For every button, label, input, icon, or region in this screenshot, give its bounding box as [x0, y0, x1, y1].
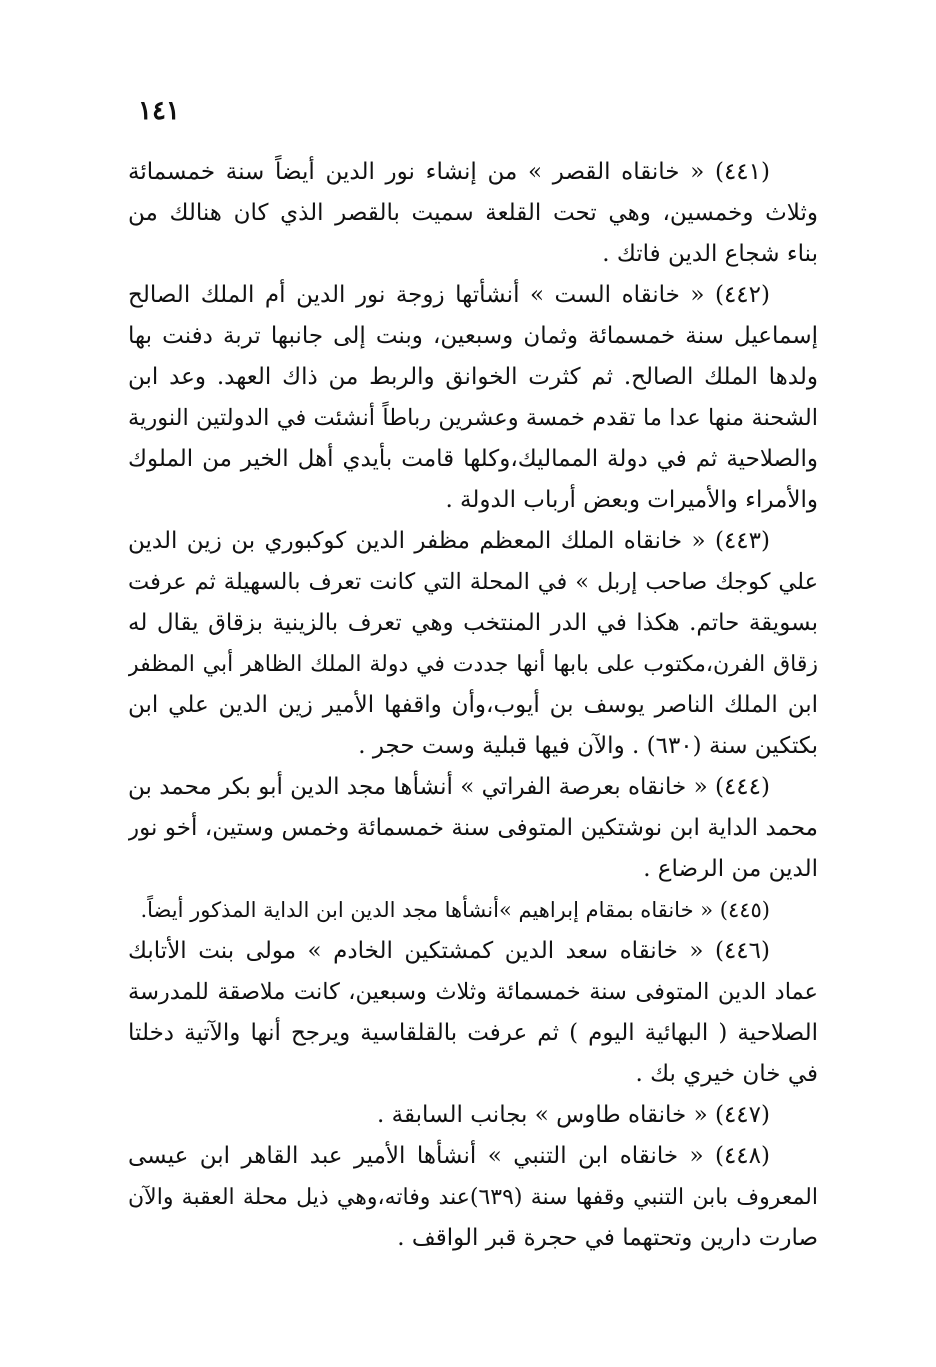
text-line: (٤٤٤) « خانقاه بعرصة الفراتي » أنشأها مجد الدين أبو بكر محمد بن	[128, 774, 770, 800]
text-line: والصلاحية ثم في دولة المماليك،وكلها قامت بأيدي أهل الخير من الملوك	[128, 446, 818, 472]
text-line: (٤٤٦) « خانقاه سعد الدين كمشتكين الخادم » مولى بنت الأتابك	[128, 938, 770, 964]
text-line: (٤٤٥) « خانقاه بمقام إبراهيم »أنشأها مجد الدين ابن الداية المذكور أيضاً.	[140, 898, 770, 922]
text-line: إسماعيل سنة خمسمائة وثمان وسبعين، وبنت إلى جانبها تربة دفنت بها	[128, 323, 818, 349]
entry-447	[128, 1095, 818, 1136]
text-line: (٤٤٢) « خانقاه الست » أنشأتها زوجة نور الدين أم الملك الصالح	[128, 282, 770, 308]
text-line: (٤٤١) « خانقاه القصر » من إنشاء نور الدين أيضاً سنة خمسمائة	[128, 159, 770, 185]
text-line: عماد الدين المتوفى سنة خمسمائة وثلاث وسبعين، كانت ملاصقة للمدرسة	[128, 979, 818, 1005]
text-line: الدين من الرضاع .	[643, 856, 818, 882]
text-line: الشحنة منها عدا ما تقدم خمسة وعشرين رباطاً أنشئت في الدولتين النورية	[128, 405, 818, 431]
entry-446	[128, 931, 818, 1095]
text-line: علي كوجك صاحب إربل » في المحلة التي كانت تعرف بالسهيلة ثم عرفت	[128, 569, 818, 595]
text-line: (٤٤٨) « خانقاه ابن التنبي » أنشأها الأمير عبد القاهر ابن عيسى	[128, 1143, 770, 1169]
text-line: بناء شجاع الدين فاتك .	[602, 241, 818, 267]
text-line: ولدها الملك الصالح. ثم كثرت الخوانق والربط من ذاك العهد. وعد ابن	[128, 364, 818, 390]
body-text	[128, 152, 818, 1259]
text-line: صارت دارين وتحتهما في حجرة قبر الواقف .	[397, 1225, 818, 1251]
text-line: وثلاث وخمسين، وهي تحت القلعة سميت بالقصر الذي كان هنالك من	[128, 200, 818, 226]
text-line: بسويقة حاتم. هكذا في الدر المنتخب وهي تعرف بالزينية بزقاق يقال له	[128, 610, 818, 636]
text-line: الصلاحية ( البهائية اليوم ) ثم عرفت بالقلقاسية ويرجح أنها والآتية دخلتا	[128, 1020, 818, 1046]
entry-448	[128, 1136, 818, 1259]
entry-444	[128, 767, 818, 890]
entry-443	[128, 521, 818, 767]
text-line: بكتكين سنة (٦٣٠) . والآن فيها قبلية وست حجر .	[358, 733, 818, 759]
text-line: في خان خيري بك .	[635, 1061, 818, 1087]
entry-441	[128, 152, 818, 275]
page-number: ١٤١	[138, 96, 180, 126]
text-line: ابن الملك الناصر يوسف بن أيوب،وأن واقفها الأمير زين الدين علي ابن	[128, 692, 818, 718]
text-line: المعروف بابن التنبي وقفها سنة (٦٣٩)عند وفاته،وهي ذيل محلة العقبة والآن	[128, 1185, 818, 1210]
entry-442	[128, 275, 818, 521]
text-line: والأمراء والأميرات وبعض أرباب الدولة .	[445, 487, 818, 513]
entry-445	[128, 890, 818, 931]
text-line: (٤٤٧) « خانقاه طاوس » بجانب السابقة .	[376, 1102, 770, 1128]
text-line: محمد الداية ابن نوشتكين المتوفى سنة خمسمائة وخمس وستين، أخو نور	[128, 815, 818, 841]
text-line: (٤٤٣) « خانقاه الملك المعظم مظفر الدين كوكبوري بن زين الدين	[128, 528, 770, 554]
text-line: زقاق الفرن،مكتوب على بابها أنها جددت في دولة الملك الظاهر أبي المظفر	[128, 652, 818, 677]
